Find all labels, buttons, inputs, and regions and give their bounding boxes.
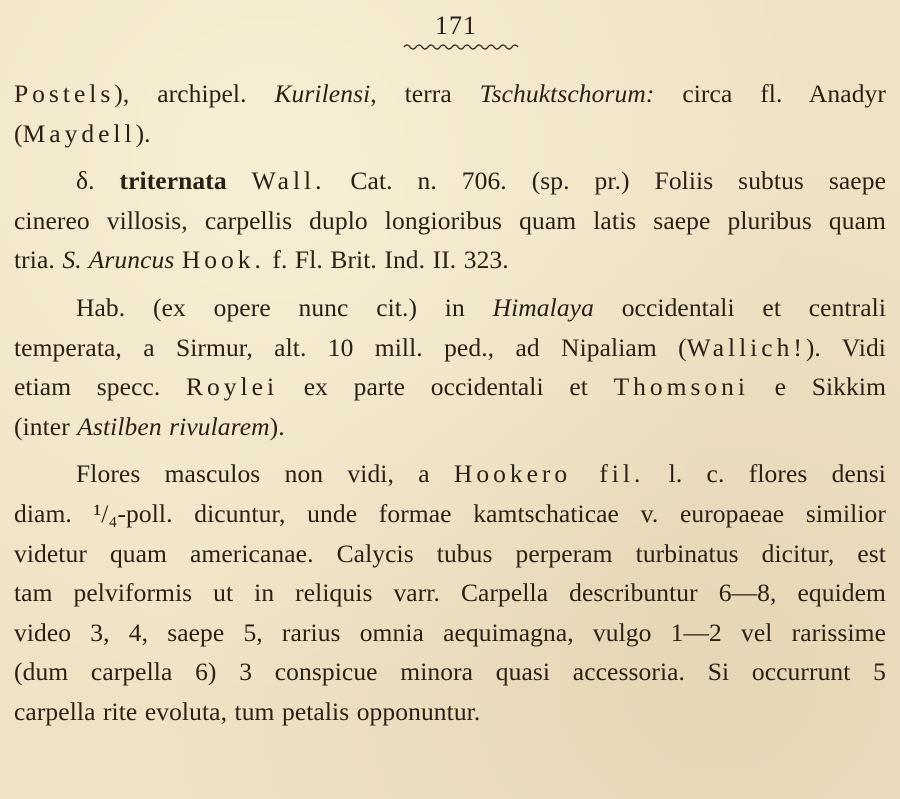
text-line	[14, 652, 886, 692]
text-run: Wallich!	[686, 332, 806, 362]
text-run: ). Vidi	[805, 332, 886, 362]
text-line	[14, 114, 886, 154]
text-run: Hook.	[181, 245, 265, 275]
text-run: Wall.	[251, 166, 326, 196]
text-run	[174, 245, 181, 274]
text-run: ex parte occidentali et	[278, 372, 614, 402]
text-line	[14, 534, 886, 574]
text-line	[14, 613, 886, 653]
text-line	[14, 288, 886, 328]
text-run: (	[14, 118, 23, 148]
text-run: Kurilensi	[274, 79, 371, 108]
text-run: video 3, 4, saepe 5, rarius omnia aequimagna, vulgo 1—2 vel rarissime	[14, 617, 886, 647]
text-run: Flores masculos non vidi, a	[76, 459, 454, 489]
text-run: triternata	[119, 166, 227, 196]
text-run: ).	[135, 118, 151, 148]
text-run: Hab. (ex opere nunc cit.) in	[76, 292, 493, 322]
text-line	[14, 328, 886, 368]
text-run: δ.	[76, 166, 120, 196]
text-run: circa fl. Anadyr	[654, 79, 886, 108]
text-run: ).	[269, 411, 285, 441]
text-line	[14, 240, 886, 280]
text-run: carpella rite evoluta, tum petalis opponuntur.	[14, 696, 481, 726]
text-run: Postels	[14, 79, 115, 108]
text-line	[14, 692, 886, 732]
text-run: cinereo villosis, carpellis duplo longioribus quam latis saepe pluribus quam	[14, 205, 886, 235]
text-run: videtur quam americanae. Calycis tubus perperam turbinatus dicitur, est	[14, 538, 886, 568]
text-run: (inter	[14, 411, 78, 441]
text-line	[14, 74, 886, 114]
text-run: Thomsoni	[613, 372, 749, 402]
text-run: Maydell	[22, 118, 136, 148]
text-run: Hookero fil.	[453, 459, 645, 489]
text-run: tria.	[14, 245, 63, 275]
text-run: (dum carpella 6) 3 conspicue minora quasi accessoria. Si occurrunt 5	[14, 657, 886, 687]
text-line	[14, 407, 886, 447]
text-run: Cat. n. 706. (sp. pr.) Foliis subtus saepe	[325, 166, 886, 196]
paragraph	[14, 161, 886, 280]
text-run: e Sikkim	[749, 372, 886, 402]
paragraph	[14, 454, 886, 731]
wavy-rule-ornament	[402, 42, 522, 52]
text-run: Roylei	[186, 372, 279, 402]
text-run: diam. ¹/₄-poll. dicuntur, unde formae kamtschaticae v. europaeae similior	[14, 498, 886, 528]
paragraph	[14, 288, 886, 446]
text-run: etiam specc.	[14, 372, 187, 402]
page-number: 171	[435, 11, 477, 40]
body-text	[14, 74, 886, 732]
text-run: Tschuktschorum:	[479, 79, 655, 108]
text-run: l. c. flores densi	[644, 459, 886, 489]
text-run: , terra	[370, 79, 480, 108]
text-line	[14, 494, 886, 534]
text-run: tam pelviformis ut in reliquis varr. Carpella describuntur 6—8, equidem	[14, 578, 886, 608]
text-line	[14, 161, 886, 201]
text-line	[14, 454, 886, 494]
text-line	[14, 367, 886, 407]
text-run: S. Aruncus	[62, 245, 175, 275]
paragraph	[14, 74, 886, 153]
text-line	[14, 573, 886, 613]
text-run: f. Fl. Brit. Ind. II. 323.	[264, 245, 509, 275]
text-run: occidentali et centrali	[593, 292, 886, 322]
text-run: Himalaya	[492, 292, 594, 322]
text-run: temperata, a Sirmur, alt. 10 mill. ped., ad Nipaliam (	[14, 332, 687, 362]
text-run: ), archipel.	[114, 79, 275, 108]
text-run: Astilben rivularem	[77, 411, 270, 441]
text-line	[14, 201, 886, 241]
text-run	[227, 166, 252, 195]
